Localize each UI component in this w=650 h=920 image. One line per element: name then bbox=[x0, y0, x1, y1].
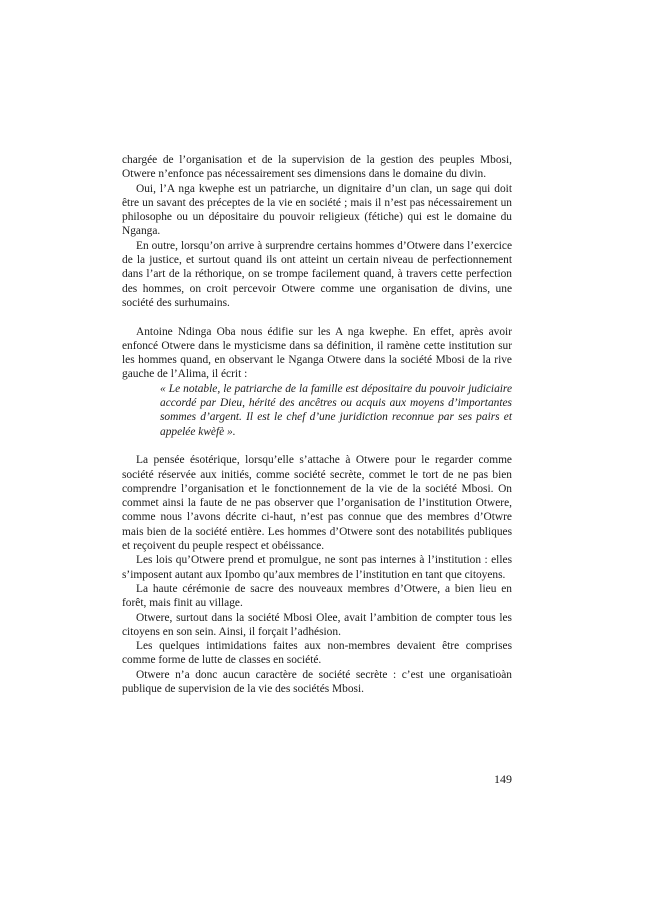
page-number: 149 bbox=[494, 772, 512, 786]
paragraph: Oui, l’A nga kwephe est un patriarche, un dignitaire d’un clan, un sage qui doit être un savant des préceptes de la vie en société ; mais il n’est pas nécessairement un philosophe ou un dépositaire du pouvoir religieux (fétiche) qui est le domaine du Nganga. bbox=[122, 182, 512, 238]
paragraph: Otwere n’a donc aucun caractère de société secrète : c’est une organisatioàn publique de supervision de la vie des sociétés Mbosi. bbox=[122, 668, 512, 695]
block-quote: « Le notable, le patriarche de la famille est dépositaire du pouvoir judiciaire accordé par Dieu, hérité des ancêtres ou acquis aux moyens d’importantes sommes d’argent. Il est le chef d’une juridiction reconnue par ses pairs et appelée kwèfè ». bbox=[160, 382, 512, 438]
paragraph: Les quelques intimidations faites aux non-membres devaient être comprises comme forme de lutte de classes en société. bbox=[122, 640, 512, 667]
paragraph: Les lois qu’Otwere prend et promulgue, ne sont pas internes à l’institution : elles s’imposent autant aux Ipombo qu’aux membres de l’institution en tant que citoyens. bbox=[122, 554, 512, 581]
paragraph: Otwere, surtout dans la société Mbosi Olee, avait l’ambition de compter tous les citoyens en son sein. Ainsi, il forçait l’adhésion. bbox=[122, 611, 512, 638]
paragraph-continuation: chargée de l’organisation et de la supervision de la gestion des peuples Mbosi, Otwere n’enfonce pas nécessairement ses dimensions dans le domaine du divin. bbox=[122, 154, 512, 181]
paragraph: Antoine Ndinga Oba nous édifie sur les A nga kwephe. En effet, après avoir enfoncé Otwere dans le mysticisme dans sa définition, il ramène cette institution sur les hommes quand, en observant le Nganga Otwere dans la société Mbosi de la rive gauche de l’Alima, il écrit : bbox=[122, 325, 512, 381]
paragraph: La haute cérémonie de sacre des nouveaux membres d’Otwere, a bien lieu en forêt, mais finit au village. bbox=[122, 582, 512, 610]
body-text bbox=[122, 153, 512, 696]
paragraph: La pensée ésotérique, lorsqu’elle s’attache à Otwere pour le regarder comme société réservée aux initiés, comme société secrète, commet le tort de ne pas bien comprendre l’organisation et le fonctionnement de la vie de la société Mbosi. On commet ainsi la faute de ne pas observer que l’organisation de l’institution Otwere, comme nous l’avons décrite ci-haut, n’est pas connue que des membres d’Otwre mais bien de la société entière. Les hommes d’Otwere sont des notabilités publiques et reçoivent du peuple respect et obéissance. bbox=[122, 454, 512, 553]
paragraph: En outre, lorsqu’on arrive à surprendre certains hommes d’Otwere dans l’exercice de la justice, et surtout quand ils ont atteint un certain niveau de perfectionnement dans l’art de la réthorique, on se trompe facilement quand, à travers cette perfection des hommes, on croit percevoir Otwere comme une organisation de divins, une société des surhumains. bbox=[122, 239, 512, 309]
